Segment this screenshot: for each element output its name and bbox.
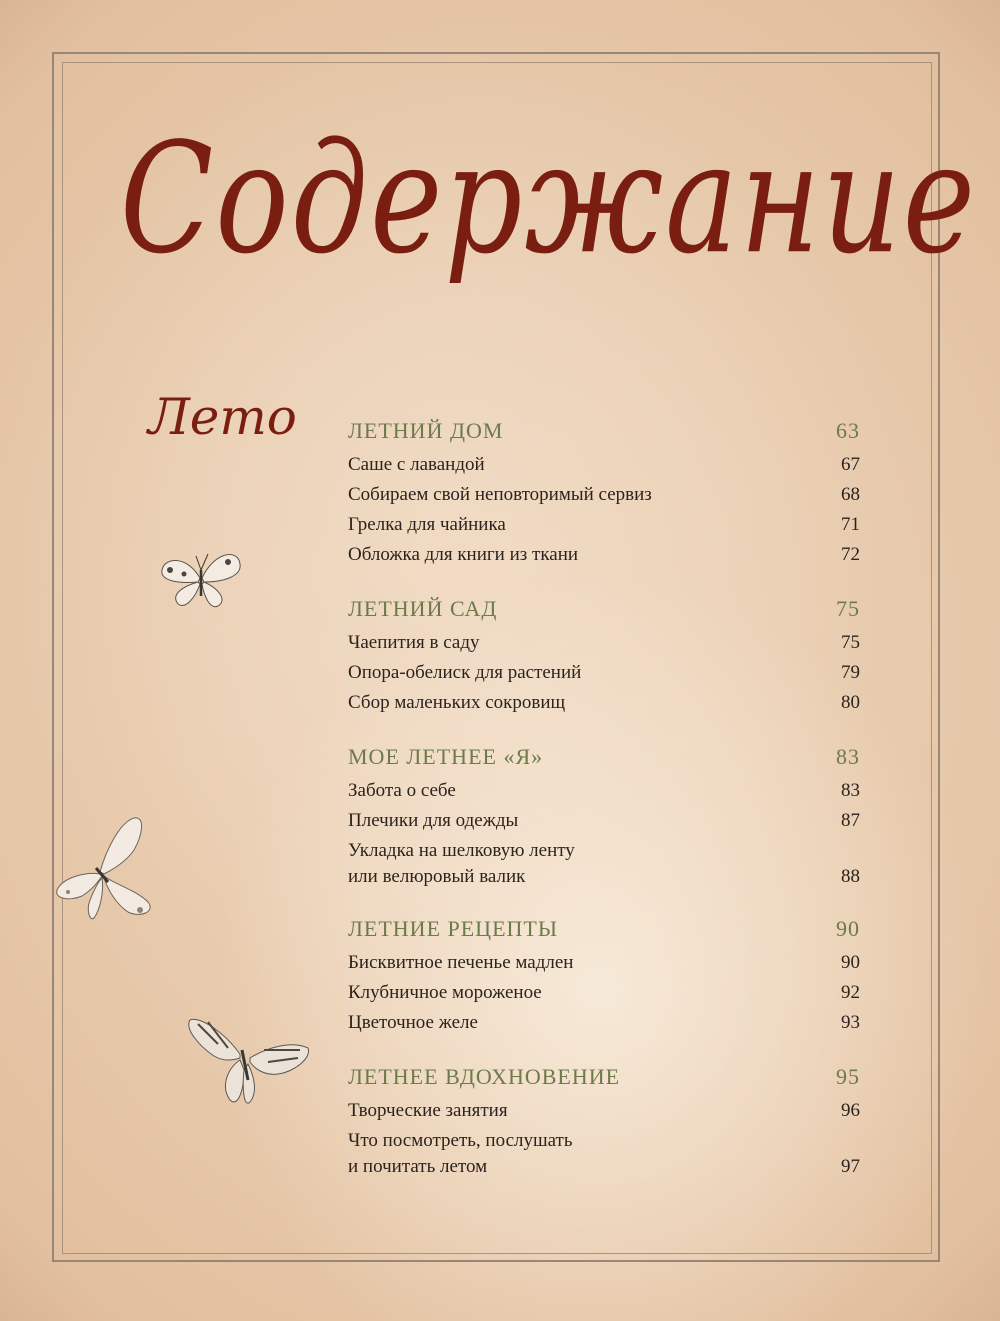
- toc-entry[interactable]: Творческие занятия 96: [348, 1096, 860, 1126]
- page-number: 63: [836, 418, 860, 443]
- moth-icon: [184, 1010, 314, 1110]
- page-number: 96: [841, 1100, 860, 1121]
- toc-section-summer-house: [348, 416, 860, 570]
- page-number: 92: [841, 982, 860, 1003]
- toc-entry[interactable]: Сбор маленьких сокровищ 80: [348, 688, 860, 718]
- page-number: 75: [841, 632, 860, 653]
- toc-entry[interactable]: Чаепития в саду 75: [348, 628, 860, 658]
- toc-entry[interactable]: Собираем свой неповторимый сервиз 68: [348, 480, 860, 510]
- page-number: 93: [841, 1012, 860, 1033]
- toc-entry[interactable]: Что посмотреть, послушать и почитать летом 97: [348, 1126, 860, 1180]
- page-number: 87: [841, 810, 860, 831]
- toc-entry[interactable]: Цветочное желе 93: [348, 1008, 860, 1038]
- page-number: 72: [841, 544, 860, 565]
- page-number: 68: [841, 484, 860, 505]
- toc-entry[interactable]: Укладка на шелковую ленту или велюровый валик 88: [348, 836, 860, 890]
- season-title: Лето: [148, 388, 297, 446]
- table-of-contents: [348, 416, 860, 1204]
- toc-entry[interactable]: Обложка для книги из ткани 72: [348, 540, 860, 570]
- toc-section-heading[interactable]: ЛЕТНИЕ РЕЦЕПТЫ 90: [348, 914, 860, 944]
- page-title: Содержание: [120, 110, 977, 288]
- page-number: 90: [836, 916, 860, 941]
- toc-entry[interactable]: Бисквитное печенье мадлен 90: [348, 948, 860, 978]
- toc-entry[interactable]: Грелка для чайника 71: [348, 510, 860, 540]
- toc-section-summer-recipes: [348, 914, 860, 1038]
- toc-section-summer-garden: [348, 594, 860, 718]
- butterfly-small-icon: [156, 544, 246, 614]
- toc-entry[interactable]: Клубничное мороженое 92: [348, 978, 860, 1008]
- toc-entry[interactable]: Забота о себе 83: [348, 776, 860, 806]
- page-number: 88: [841, 866, 860, 887]
- toc-entry[interactable]: Опора-обелиск для растений 79: [348, 658, 860, 688]
- toc-section-heading[interactable]: ЛЕТНИЙ ДОМ 63: [348, 416, 860, 446]
- toc-entry[interactable]: Саше с лавандой 67: [348, 450, 860, 480]
- toc-section-heading[interactable]: ЛЕТНИЙ САД 75: [348, 594, 860, 624]
- toc-section-summer-self: [348, 742, 860, 890]
- toc-section-heading[interactable]: ЛЕТНЕЕ ВДОХНОВЕНИЕ 95: [348, 1062, 860, 1092]
- page-number: 67: [841, 454, 860, 475]
- page-number: 83: [836, 744, 860, 769]
- butterfly-large-icon: [48, 810, 163, 925]
- page-number: 95: [836, 1064, 860, 1089]
- page-number: 79: [841, 662, 860, 683]
- page-number: 71: [841, 514, 860, 535]
- page-number: 97: [841, 1156, 860, 1177]
- toc-section-summer-inspiration: [348, 1062, 860, 1180]
- page-number: 83: [841, 780, 860, 801]
- page-number: 75: [836, 596, 860, 621]
- page-number: 80: [841, 692, 860, 713]
- toc-entry[interactable]: Плечики для одежды 87: [348, 806, 860, 836]
- page-number: 90: [841, 952, 860, 973]
- toc-section-heading[interactable]: МОЕ ЛЕТНЕЕ «Я» 83: [348, 742, 860, 772]
